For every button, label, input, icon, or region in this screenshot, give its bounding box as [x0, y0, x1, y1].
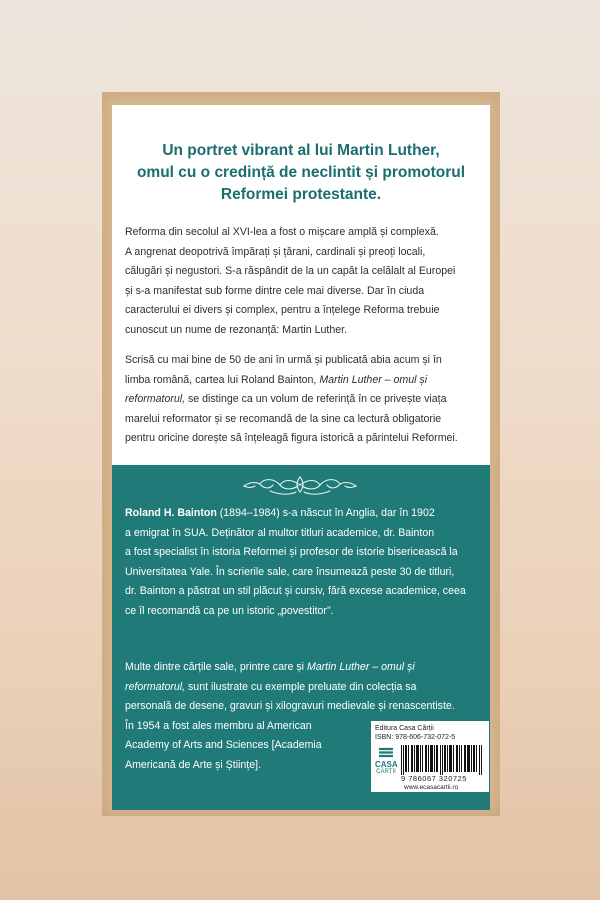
barcode-number: 9 786067 320725 — [401, 774, 467, 783]
book-title: Martin Luther – omul și — [319, 373, 428, 386]
text-line: cunoscut un nume de rezonanță: Martin Luther. — [125, 323, 348, 336]
text-line — [125, 658, 480, 678]
logo-word: CASA — [375, 760, 398, 769]
barcode-icon — [401, 745, 485, 775]
publisher-logo — [375, 746, 397, 782]
imprint-label — [371, 721, 489, 792]
text-span: Multe dintre cărțile sale, printre care și — [125, 661, 307, 673]
text-line: a fost specialist în istoria Reformei și profesor de istorie bisericească la — [125, 546, 458, 558]
text-span: sunt ilustrate cu exemple preluate din colecția sa — [185, 680, 417, 693]
text-line: caracterului ei divers și complex, pentru a înțelege Reforma trebuie — [125, 304, 440, 316]
text-span: se distinge ca un volum de referință în ce privește viața — [185, 393, 447, 405]
logo-word: CĂRȚII — [376, 769, 396, 775]
text-line: ce îl recomandă ca pe un istoric „povestitor”. — [125, 604, 334, 617]
text-line: Academy of Arts and Sciences [Academia — [125, 739, 322, 751]
text-line: Scrisă cu mai bine de 50 de ani în urmă și publicată abia acum și în — [125, 354, 442, 366]
text-line — [125, 371, 485, 391]
headline — [112, 140, 490, 206]
headline-line: Un portret vibrant al lui Martin Luther, — [162, 142, 440, 159]
book-stack-icon — [378, 746, 394, 759]
author-name: Roland H. Bainton — [125, 507, 217, 519]
headline-line: omul cu o credință de neclintit și promotorul — [136, 164, 466, 181]
book-title: reformatorul, — [125, 680, 186, 693]
text-line — [125, 390, 485, 410]
book-title: reformatorul, — [125, 393, 186, 405]
text-line: personală de desene, gravuri și xilogravuri medievale și renascentiste. — [125, 700, 455, 712]
text-line: călugări și negustori. S-a răspândit de la un capăt la celălalt al Europei — [125, 265, 456, 277]
text-line: Universitatea Yale. În scrierile sale, care însumează peste 30 de titluri, — [125, 565, 455, 578]
author-bio — [125, 504, 480, 621]
text-line: Reforma din secolul al XVI-lea a fost o mișcare amplă și complexă. — [125, 226, 439, 238]
publisher-website: www.ecasacartii.ro — [404, 784, 459, 791]
text-line: dr. Bainton a păstrat un stil plăcut și cursiv, fără excese academice, ceea — [125, 585, 466, 597]
ornament-flourish — [240, 473, 360, 499]
text-line — [125, 678, 480, 698]
text-line: marelui reformator și se recomandă de la sine ca lectură obligatorie — [125, 412, 442, 425]
headline-line: Reformei protestante. — [220, 186, 382, 203]
book-paragraph — [125, 351, 485, 449]
text-line: și s-a manifestat sub forme dintre cele mai diverse. Dar în ciuda — [125, 284, 425, 297]
publisher-name: Editura Casa Cărții — [375, 725, 434, 732]
text-line: pentru oricine dorește să înțeleagă figura istorică a părintelui Reformei. — [125, 432, 458, 444]
intro-paragraph — [125, 223, 485, 340]
text-line: a emigrat în SUA. Deținător al multor titluri academice, dr. Bainton — [125, 526, 435, 539]
text-line — [125, 504, 480, 524]
text-line: În 1954 a fost ales membru al American — [125, 719, 312, 732]
isbn: ISBN: 978-606-732-072-5 — [375, 734, 456, 741]
text-span: (1894–1984) s-a născut în Anglia, dar în 1902 — [216, 507, 435, 519]
text-line: A angrenat deopotrivă împărați și țărani, cardinali și preoți locali, — [125, 245, 426, 258]
book-title: Martin Luther – omul și — [306, 661, 415, 673]
text-span: limba română, cartea lui Roland Bainton, — [125, 373, 320, 386]
text-line: Americană de Arte și Științe]. — [125, 758, 262, 771]
